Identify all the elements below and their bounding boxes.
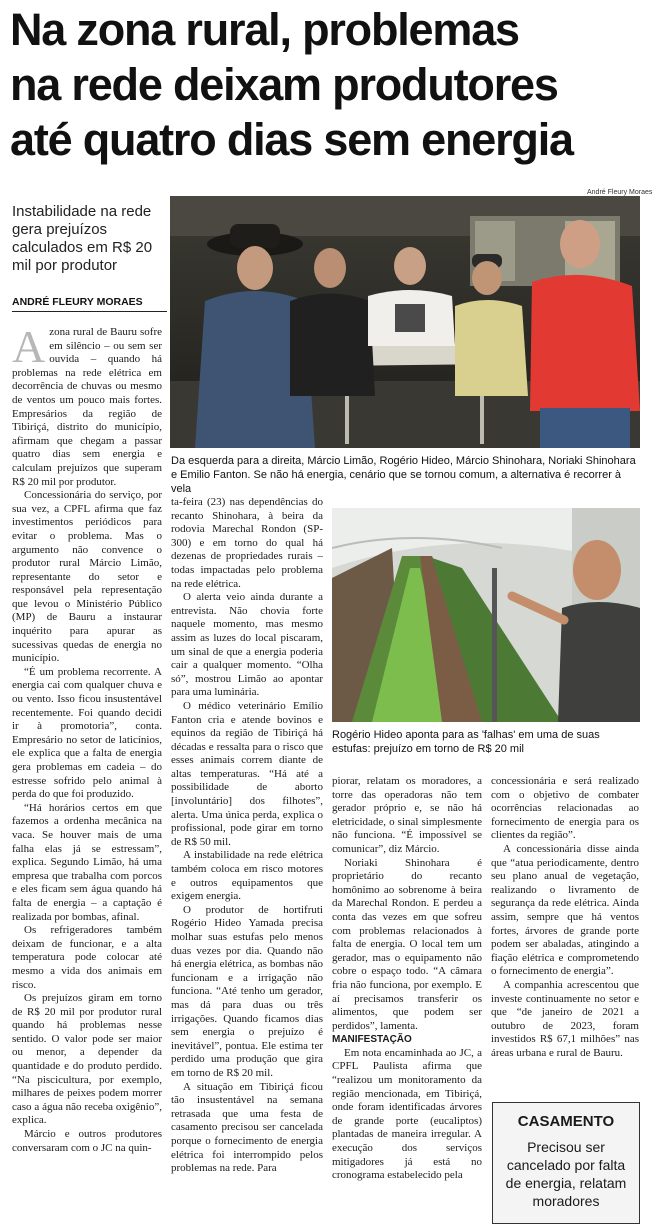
headline-line-2: na rede deixam produtores [10, 59, 558, 110]
photo-1-caption: Da esquerda para a direita, Márcio Limão, Rogério Hideo, Márcio Shinohara, Noriaki Shinohara e Emilio Fanton. Se não há energia, cenário que se tornou comum, a alternativa é recorrer à vela [171, 455, 636, 495]
section-heading: MANIFESTAÇÃO [332, 1034, 412, 1046]
paragraph: ta-feira (23) nas dependências do recanto Shinohara, à beira da rodovia Marechal Rondon (SP-300) e em torno do qual há dezenas de propriedades rurais – todas impactadas pelo problema na rede elétrica. [171, 496, 323, 590]
paragraph: “É um problema recorrente. A energia cai com qualquer chuva e ou vento. Isso ficou insustentável recentemente. Foi quando decidi ir à promotoria”, conta. Empresário no setor de laticínios, ele explica que a falta de energia gera problemas em cadeia – do estresse sofrido pelo animal à perda do que foi produzido. [12, 665, 162, 801]
paragraph: A concessionária disse ainda que “atua periodicamente, dentro seu plano anual de vegetação, realizando o livramento de segurança da rede elétrica. Ainda assim, sempre que há ventos fortes, árvores de grande porte podem ser abaladas, atingindo a fiação elétrica e comprometendo o fornecimento de energia”. [491, 842, 639, 978]
photo-greenhouse [332, 508, 640, 722]
drop-cap: A [12, 326, 46, 372]
paragraph: concessionária e será realizado com o objetivo de combater ocorrências relacionadas ao fornecimento de energia para os clientes da região”. [491, 775, 639, 842]
paragraph: A companhia acrescentou que investe continuamente no setor e que “de janeiro de 2021 a outubro de 2023, foram investidos R$ 67,1 milhões” nas áreas urbana e rural de Bauru. [491, 978, 639, 1059]
paragraph: Os prejuízos giram em torno de R$ 20 mil por produtor rural quando há problemas nesse sentido. O valor pode ser maior ou menor, a depender da quantidade e do produto perdido. “Na piscicultura, por exemplo, milhares de peixes podem morrer caso a água não receba oxigênio”, explica. [12, 992, 162, 1127]
paragraph: A instabilidade na rede elétrica também coloca em risco motores e outros equipamentos que exigem energia. [171, 849, 323, 903]
article-column-3 [332, 775, 482, 1225]
photo-producers-illustration [170, 196, 640, 448]
byline: ANDRÉ FLEURY MORAES [12, 296, 167, 312]
photo-greenhouse-illustration [332, 508, 640, 722]
paragraph: O médico veterinário Emílio Fanton cria e atende bovinos e equinos da região de Tibiriçá há décadas e ressalta para o risco que esses animais correm diante de altas temperaturas. “Há até a possibilidade de aborto [involuntário] dos filhotes”, alerta. Uma única perda, explica o profissional, pode girar em torno de R$ 50 mil. [171, 699, 323, 848]
headline [10, 2, 650, 167]
box-title: CASAMENTO [517, 1113, 615, 1130]
paragraph: Márcio e outros produtores conversaram com o JC na quin- [12, 1128, 162, 1154]
paragraph: Concessionária do serviço, por sua vez, a CPFL afirma que faz investimentos periódicos para evitar o problema. Mas o argumento não convence o produtor rural Márcio Limão, representante do setor e responsável pela representação que levou o Ministério Público (MP) de Bauru a instaurar inquérito para apurar as sucessivas quedas de energia no município. [12, 489, 162, 665]
paragraph: A situação em Tibiriçá ficou tão insustentável na semana retrasada que uma festa de casamento precisou ser cancelada porque o fornecimento de energia elétrica foi interrompido pelos problemas na rede. Para [171, 1080, 323, 1175]
subhead: Instabilidade na rede gera prejuízos calculados em R$ 20 mil por produtor [12, 203, 153, 274]
sidebar-box [492, 1102, 640, 1224]
paragraph-text: zona rural de Bauru sofre em silêncio – ou sem ser ouvida – quando há problemas na rede elétrica em decorrência de chuvas ou mesmo de ventos um pouco mais fortes. Empresários da região de Tibiriçá, distrito do município, afirmam que chegam a passar quatro dias sem energia e calculam prejuízos que superam R$ 20 mil por produtor. [12, 326, 162, 488]
headline-line-3: até quatro dias sem energia [10, 114, 573, 165]
article-column-1 [12, 326, 162, 1226]
paragraph: Os refrigeradores também deixam de funcionar, e a alta temperatura pode colocar até mesmo a vida dos animais em risco. [12, 924, 162, 991]
paragraph: Em nota encaminhada ao JC, a CPFL Paulista afirma que “realizou um monitoramento da região mencionada, em Tibiriçá, onde foram identificadas árvores de grande porte (eucaliptos) plantadas de maneira irregular. A execução dos serviços mitigadores já está no cronograma estabelecido pela [332, 1046, 482, 1182]
paragraph: piorar, relatam os moradores, a torre das operadoras não tem gerador próprio e, se não há eletricidade, o sinal simplesmente não funciona. “É impossível se comunicar”, diz Márcio. [332, 775, 482, 855]
paragraph: O alerta veio ainda durante a entrevista. Não chovia forte naquele momento, mas mesmo assim as luzes do local piscaram, um sinal de que a energia poderia cair a qualquer momento. “Olha só”, mostrou Limão ao apontar para uma luminária. [171, 591, 323, 699]
article-column-4 [491, 775, 639, 1095]
paragraph [12, 326, 162, 489]
headline-line-1: Na zona rural, problemas [10, 4, 519, 55]
photo-producers-group [170, 196, 640, 448]
paragraph: “Há horários certos em que fazemos a ordenha mecânica na vaca. Se houver mais de uma falha elas já se estressam”, explica. Segundo Limão, há uma empresa que trabalha com porcos e eles ficam sem água quando há falta de energia – a captação é realizada por bombas, afinal. [12, 801, 162, 923]
photo-2-caption: Rogério Hideo aponta para as 'falhas' em uma de suas estufas: prejuízo em torno de R$ 20 mil [332, 729, 600, 755]
photo-credit: André Fleury Moraes [587, 189, 653, 196]
paragraph: O produtor de hortifruti Rogério Hideo Yamada precisa molhar suas estufas pelo menos duas vezes por dia. Quando não há energia elétrica, as bombas não funcionam e a irrigação não funciona. “Até tenho um gerador, mas dá para duas ou três irrigações. Quando ficamos dias sem energia o prejuízo é inevitável”, pontua. Ele estima ter perdido uma produção que gira em torno de R$ 20 mil. [171, 903, 323, 1079]
paragraph: Noriaki Shinohara é proprietário do recanto homônimo ao sobrenome à beira da Marechal Rondon. E perdeu a conta das vezes em que sofreu com problemas relacionados à falta de energia. O local tem um gerador, mas o equipamento não cobre o espaço todo. “A câmara fria não funciona, por exemplo. E aí precisamos transferir os alimentos, que podem ser perdidos”, lamenta. [332, 856, 482, 1032]
article-column-2 [171, 496, 323, 1226]
box-text: Precisou ser cancelado por falta de energia, relatam moradores [505, 1139, 627, 1209]
